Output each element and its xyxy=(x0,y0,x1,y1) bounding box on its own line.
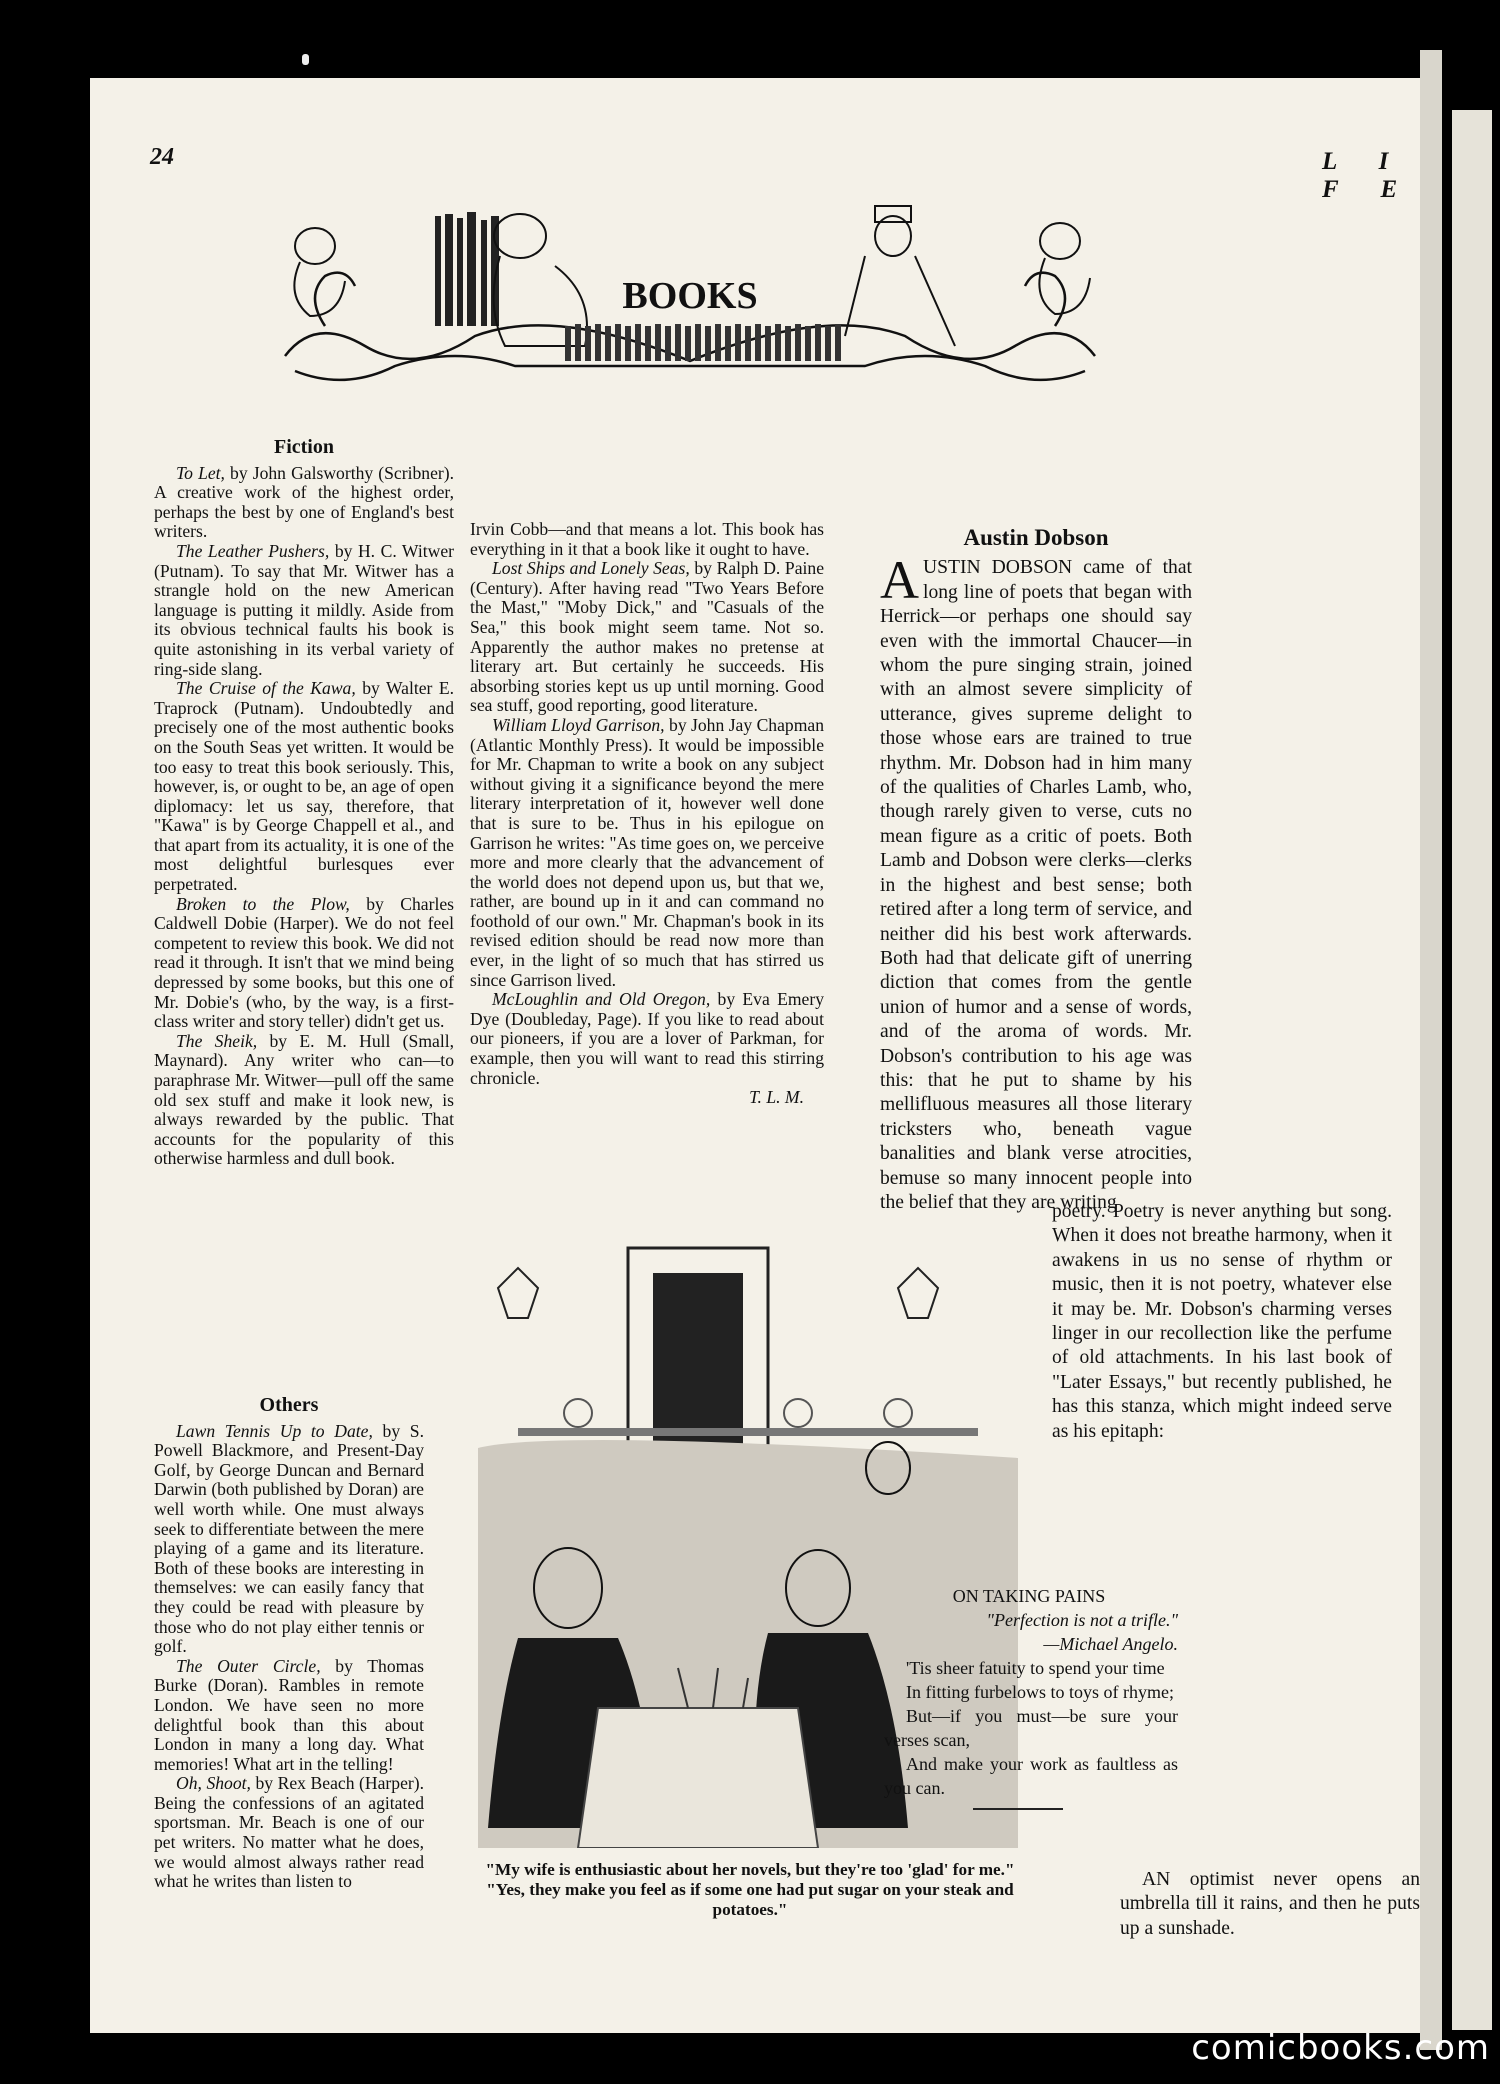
poem-block xyxy=(858,1584,1178,1822)
dobson-column xyxy=(880,526,1192,1215)
review-paragraph xyxy=(154,542,454,679)
review-text: by John Jay Chapman (Atlantic Monthly Press). It would be impossible for Mr. Chapman to write a book on any subject without giving it a significance beyond the mere literary interpretation of it, however well done that is sure to be. Thus in his epilogue on Garrison he writes: "As time goes on, we perceive more and more clearly that the advancement of the world does not depend upon us, but that we, rather, are bound up in it and can command no foothold of our own." Mr. Chapman's book in its revised edition should be read now more than ever, in the light of so much that has stirred us since Garrison lived. xyxy=(470,714,824,990)
book-title: Oh, Shoot, xyxy=(176,1773,251,1794)
review-text: by John Galsworthy (Scribner). A creative work of the highest order, perhaps the best by one of England's best writers. xyxy=(154,462,454,542)
review-text: by S. Powell Blackmore, and Present-Day Golf, by George Duncan and Bernard Darwin (both published by Doran) are well worth while. One must always seek to differentiate between the mere playing of a game and its literature. Both of these books are interesting in themselves: we can easily fancy that they could be read with pleasure by those who do not play either tennis or golf. xyxy=(154,1420,424,1657)
continuation-text: Irvin Cobb—and that means a lot. This book has everything in it that a book like it ought to have. xyxy=(470,519,824,559)
illustration-caption xyxy=(460,1860,1040,1920)
book-title: William Lloyd Garrison, xyxy=(492,714,665,735)
review-text: by Thomas Burke (Doran). Rambles in remote London. We have seen no more delightful book than this about London in many a long day. What memories! What art in the telling! xyxy=(154,1655,424,1774)
dobson-continuation-column xyxy=(1052,1200,1392,1444)
next-page-edge xyxy=(1452,110,1492,2030)
caption-line: "My wife is enthusiastic about her novels, but they're too 'glad' for me." xyxy=(485,1860,1015,1879)
banner-title: BOOKS xyxy=(622,275,758,317)
fiction-heading: Fiction xyxy=(274,436,334,458)
book-title: Lost Ships and Lonely Seas, xyxy=(492,558,690,579)
review-text: by Eva Emery Dye (Doubleday, Page). If you like to read about our pioneers, if you are a lover of Parkman, for example, then you will want to read this stirring chronicle. xyxy=(470,989,824,1088)
review-text: by Walter E. Traprock (Putnam). Undoubtedly and precisely one of the most authentic books on the South Seas yet written. It would be too easy to treat this book seriously. This, however, is, or ought to be, an age of open diplomacy: let us say, therefore, that "Kawa" is by George Chappell et al., and that apart from its actuality, it is one of the most delightful burlesques ever perpetrated. xyxy=(154,678,454,895)
signature: T. L. M. xyxy=(749,1087,804,1108)
review-paragraph xyxy=(154,895,454,1032)
review-text: by E. M. Hull (Small, Maynard). Any writer who can—to paraphrase Mr. Witwer—pull off the same old sex stuff and make it look new, is always rewarded by the public. That accounts for the popularity of this otherwise harmless and dull book. xyxy=(154,1030,454,1169)
book-title: Lawn Tennis Up to Date, xyxy=(176,1420,373,1441)
review-paragraph xyxy=(470,716,824,990)
fiction-column xyxy=(154,438,454,1169)
book-title: The Cruise of the Kawa, xyxy=(176,678,356,699)
magazine-page xyxy=(90,78,1420,2033)
review-paragraph xyxy=(154,464,454,542)
caption-line: "Yes, they make you feel as if some one had put sugar on your steak and potatoes." xyxy=(486,1880,1014,1919)
review-paragraph xyxy=(154,679,454,895)
book-title: The Sheik, xyxy=(176,1030,258,1051)
review-paragraph xyxy=(154,1657,424,1775)
book-title: The Leather Pushers, xyxy=(176,540,330,561)
review-text: by H. C. Witwer (Putnam). To say that Mr. Witwer has a strangle hold on the new American language is putting it mildly. Aside from its obvious technical faults his book is quite astonishing in its verbal variety of ring-side slang. xyxy=(154,540,454,679)
others-column xyxy=(154,1396,424,1892)
section-divider xyxy=(973,1808,1063,1810)
book-title: The Outer Circle, xyxy=(176,1655,321,1676)
review-paragraph xyxy=(154,1032,454,1169)
review-paragraph xyxy=(154,1774,424,1892)
scan-speck xyxy=(302,54,309,65)
review-paragraph xyxy=(470,559,824,716)
drop-cap: A xyxy=(880,550,919,611)
middle-column xyxy=(470,520,824,1108)
optimist-block xyxy=(1120,1868,1420,1941)
review-text: by Ralph D. Paine (Century). After having read "Two Years Before the Mast," "Moby Dick," and "Casuals of the Sea," this book might seem tame. Not so. Apparently the author makes no pretense at literary art. But certainly he succeeds. His absorbing stories kept us up until morning. Good sea stuff, good reporting, good literature. xyxy=(470,558,824,716)
poem-line: And make your work as faultless as you can. xyxy=(884,1754,1178,1798)
watermark: comicbooks.com xyxy=(1191,2028,1490,2068)
review-paragraph xyxy=(470,990,824,1088)
poem-line: 'Tis sheer fatuity to spend your time xyxy=(906,1658,1165,1678)
poem-epigraph: "Perfection is not a trifle." xyxy=(986,1610,1178,1630)
books-banner xyxy=(255,196,1125,391)
page-number: 24 xyxy=(150,144,174,170)
review-text: by Rex Beach (Harper). Being the confessions of an agitated sportsman. Mr. Beach is one of our pet writers. No matter what he does, we would almost always rather read what he writes than listen to xyxy=(154,1773,424,1892)
book-title: McLoughlin and Old Oregon, xyxy=(492,989,711,1010)
masthead: L I F E xyxy=(1322,148,1416,203)
poem-title: ON TAKING PAINS xyxy=(952,1586,1106,1606)
dobson-paragraph xyxy=(880,550,1192,1215)
dobson-continuation: poetry. Poetry is never anything but song. When it does not breathe harmony, when it awakens in us no sense of rhythm or music, then it is not poetry, whatever else it may be. Mr. Dobson's charming verses linger in our recollection like the perfume of old attachments. In his last book of "Later Essays," but recently published, he has this stanza, which might indeed serve as his epitaph: xyxy=(1052,1201,1392,1442)
review-text: by Charles Caldwell Dobie (Harper). We do not feel competent to review this book. We did not read it through. It isn't that we mind being depressed by some books, but this one of Mr. Dobie's (who, by the way, is a first-class writer and story teller) didn't get us. xyxy=(154,893,454,1032)
poem-line: In fitting furbelows to toys of rhyme; xyxy=(906,1682,1174,1702)
dobson-text: USTIN DOBSON came of that long line of poets that began with Herrick—or perhaps one should say even with the immortal Chaucer—in whom the pure singing strain, joined with an almost severe simplicity of utterance, gives supreme delight to those whose ears are trained to true rhythm. Mr. Dobson had in him many of the qualities of Charles Lamb, who, though rarely given to verse, cuts no mean figure as a critic of poets. Both Lamb and Dobson were clerks—clerks in the highest and best sense; both retired after a long term of service, and neither did his best work afterwards. Both had that delicate gift of unerring diction that comes from the gentle union of humor and a sense of words, and of the aroma of words. Mr. Dobson's contribution to his age was this: that he put to shame by his mellifluous measures all those literary tricksters who, beneath vague banalities and blank verse atrocities, bemuse so many innocent people into the belief that they are writing xyxy=(880,557,1192,1213)
poem-line: But—if you must—be sure your verses scan, xyxy=(884,1706,1178,1750)
book-title: Broken to the Plow, xyxy=(176,893,350,914)
book-title: To Let, xyxy=(176,462,225,483)
optimist-quip: AN optimist never opens an umbrella till it rains, and then he puts up a sunshade. xyxy=(1120,1869,1420,1939)
others-heading: Others xyxy=(259,1394,319,1416)
page-edge-strip xyxy=(1420,50,1442,2050)
review-paragraph xyxy=(154,1422,424,1657)
poem-epigraph-author: —Michael Angelo. xyxy=(1043,1634,1178,1654)
dobson-heading: Austin Dobson xyxy=(963,525,1109,550)
